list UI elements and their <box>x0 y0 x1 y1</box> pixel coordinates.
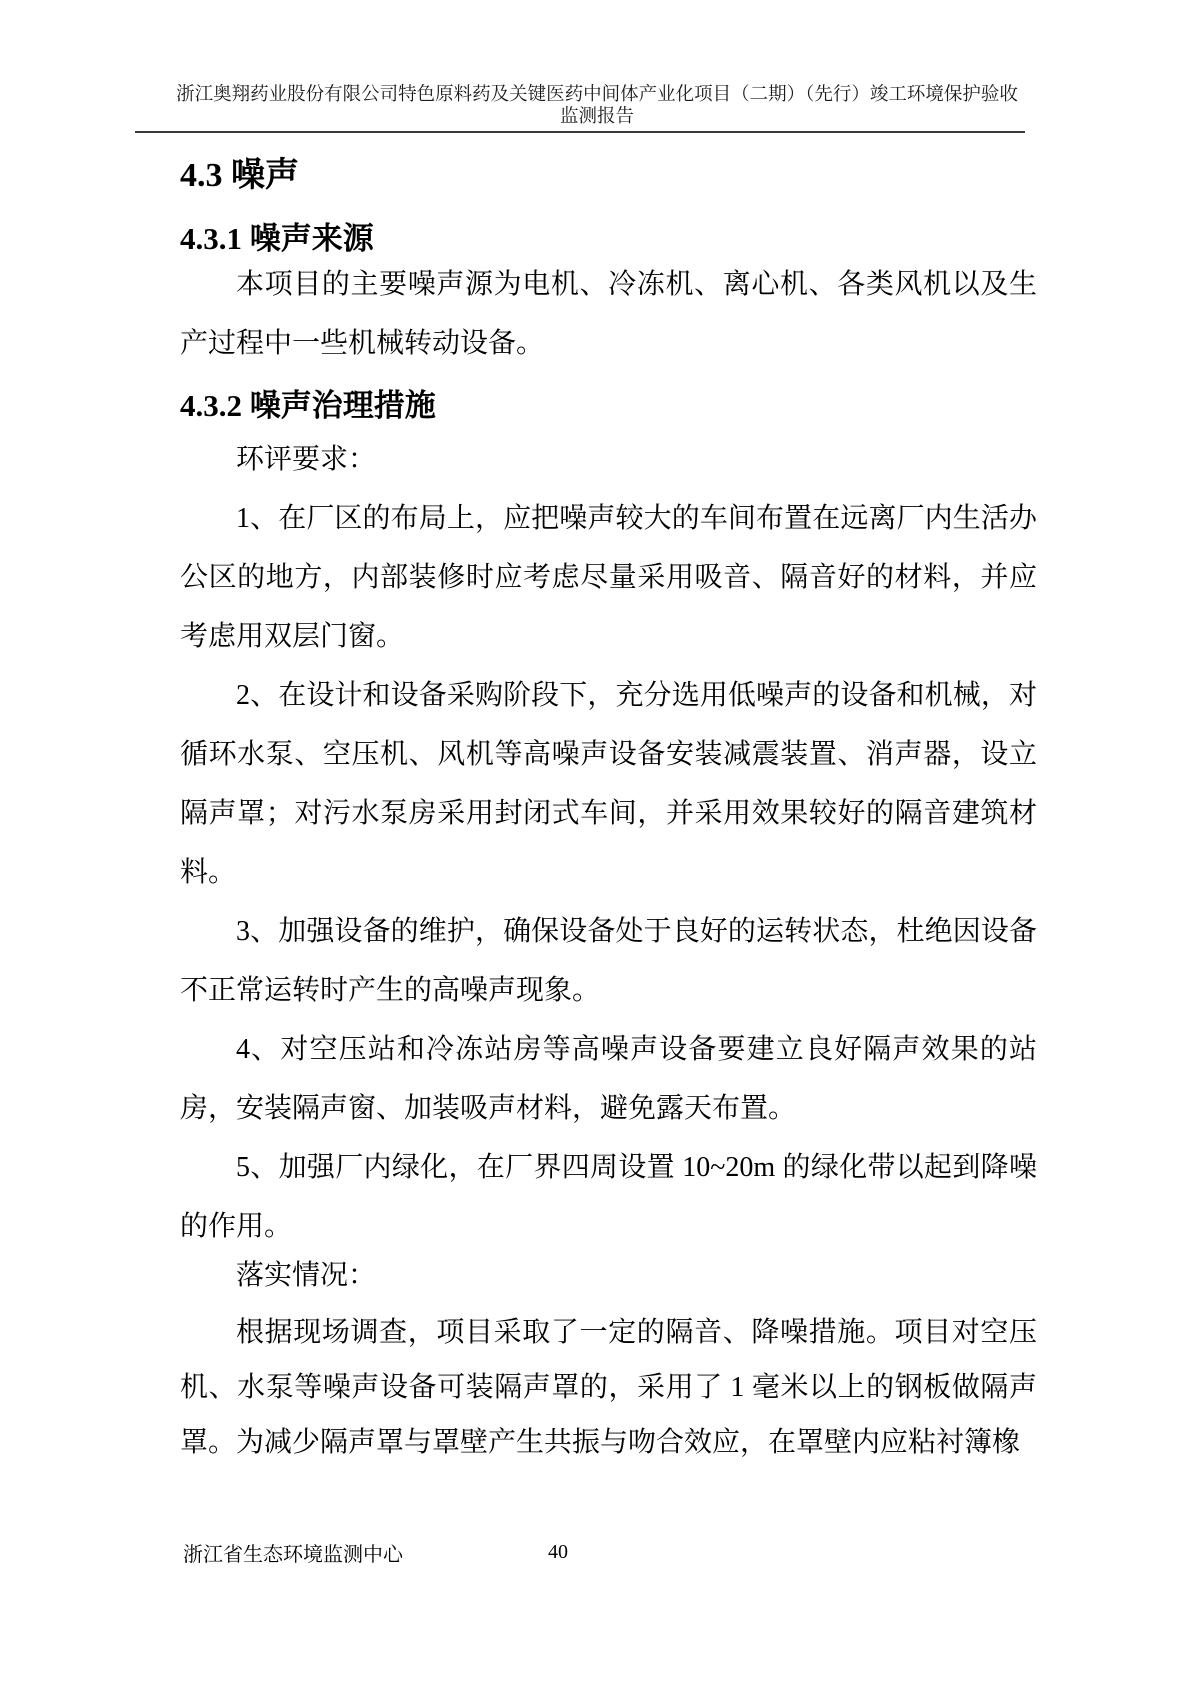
subsection-heading-noise-source: 4.3.1 噪声来源 <box>180 221 374 256</box>
paragraph-measure-3: 3、加强设备的维护，确保设备处于良好的运转状态，杜绝因设备不正常运转时产生的高噪声现象。 <box>180 916 1037 1006</box>
paragraph-measure-5: 5、加强厂内绿化，在厂界四周设置 10~20m 的绿化带以起到降噪的作用。 <box>180 1152 1037 1242</box>
paragraph-noise-source: 本项目的主要噪声源为电机、冷冻机、离心机、各类风机以及生产过程中一些机械转动设备。 <box>180 269 1037 359</box>
subsection-heading-noise-control: 4.3.2 噪声治理措施 <box>180 388 436 423</box>
paragraph-implementation-detail: 根据现场调查，项目采取了一定的隔音、降噪措施。项目对空压机、水泵等噪声设备可装隔声罩的，采用了 1 毫米以上的钢板做隔声罩。为减少隔声罩与罩壁产生共振与吻合效应，在罩壁内应粘衬簿橡 <box>180 1317 1037 1458</box>
header-title-line2: 监测报告 <box>559 107 634 127</box>
footer-page-number: 40 <box>548 1541 568 1563</box>
paragraph-measure-4: 4、对空压站和冷冻站房等高噪声设备要建立良好隔声效果的站房，安装隔声窗、加装吸声材料，避免露天布置。 <box>180 1034 1037 1124</box>
paragraph-implementation-label: 落实情况： <box>236 1260 377 1291</box>
header-title-line1: 浙江奥翔药业股份有限公司特色原料药及关键医药中间体产业化项目（二期）（先行）竣工环境保护验收 <box>176 85 1018 105</box>
paragraph-measure-1: 1、在厂区的布局上，应把噪声较大的车间布置在远离厂内生活办公区的地方，内部装修时应考虑尽量采用吸音、隔音好的材料，并应考虑用双层门窗。 <box>180 503 1037 652</box>
paragraph-eia-requirements-label: 环评要求： <box>236 444 377 475</box>
page-header <box>158 84 1036 128</box>
paragraph-measure-2: 2、在设计和设备采购阶段下，充分选用低噪声的设备和机械，对循环水泵、空压机、风机等高噪声设备安装减震装置、消声器，设立隔声罩；对污水泵房采用封闭式车间，并采用效果较好的隔音建筑材料。 <box>180 680 1037 888</box>
section-heading-noise: 4.3 噪声 <box>180 157 299 194</box>
document-body <box>180 134 1037 1470</box>
footer-organization: 浙江省生态环境监测中心 <box>183 1544 403 1566</box>
header-divider <box>135 131 1025 133</box>
